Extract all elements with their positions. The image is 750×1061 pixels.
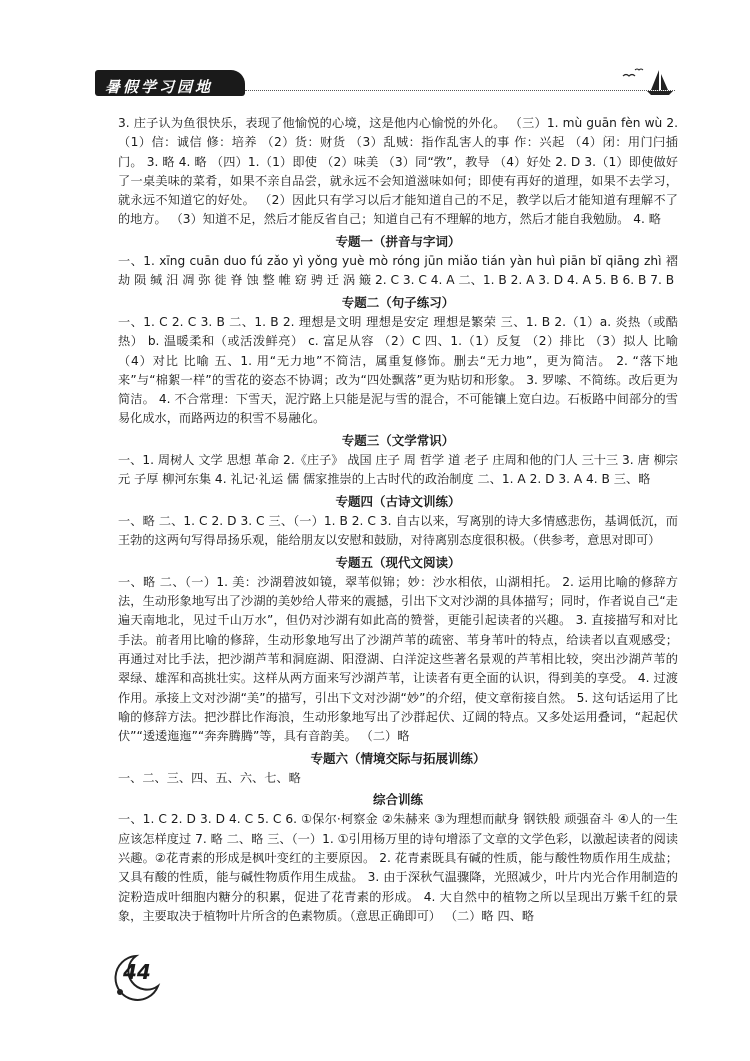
section-heading: 专题四（古诗文训练） bbox=[335, 493, 461, 509]
page-number: 44 bbox=[123, 960, 151, 984]
answer-paragraph: 一、略 二、1. C 2. D 3. C 三、（一）1. B 2. C 3. 自古以来，写离别的诗大多情感悲伤，基调低沉，而王勃的这两句写得昂扬乐观，能给朋友以安慰和鼓励，对待离别态度很积极。（供参考，意思对即可） bbox=[118, 513, 678, 548]
answer-paragraph: 一、1. xīng cuān duo fú zǎo yì yǒng yuè mò róng jūn miǎo tián yàn huì piān bǐ qiāng zhì 褶 劫 陨 缄 汨 凋 弥 徙 脊 蚀 整 帷 窈 骋 迁 涡 簸 2. C 3. C 4. A 二、1. B 2. A 3. D 4. A 5. B 6. B 7. B bbox=[118, 254, 678, 288]
section-heading: 专题二（句子练习） bbox=[341, 294, 455, 310]
answer-content bbox=[118, 114, 678, 926]
sailboat-icon bbox=[615, 66, 675, 98]
section-heading: 综合训练 bbox=[372, 792, 423, 808]
answer-paragraph: 一、1. 周树人 文学 思想 革命 2.《庄子》 战国 庄子 周 哲学 道 老子 庄周和他的门人 三十三 3. 唐 柳宗元 子厚 柳河东集 4. 礼记·礼运 儒 儒家推崇的上古时代的政治制度 二、1. A 2. D 3. A 4. B 三、略 bbox=[118, 453, 678, 487]
page-header bbox=[95, 66, 685, 106]
page-footer bbox=[106, 952, 166, 1002]
section-heading: 专题三（文学常识） bbox=[341, 432, 455, 448]
section-heading: 专题五（现代文阅读） bbox=[335, 554, 461, 570]
header-divider bbox=[245, 90, 675, 93]
header-title: 暑假学习园地 bbox=[105, 78, 214, 96]
answer-paragraph: 一、二、三、四、五、六、七、略 bbox=[118, 770, 301, 785]
answer-paragraph: 一、1. C 2. D 3. D 4. C 5. C 6. ①保尔·柯察金 ②朱赫来 ③为理想而献身 钢铁般 顽强奋斗 ④人的一生应该怎样度过 7. 略 二、略 三、（一）1. ①引用杨万里的诗句增添了文章的文学色彩，以激起读者的阅读兴趣。②花青素的形成是枫叶变红的主要原因。 2. 花青素既具有碱的性质，能与酸性物质作用生成盐；又具有酸的性质，能与碱性物质作用生成盐。 3. 由于深秋气温骤降，光照减少，叶片内光合作用制造的淀粉造成叶细胞内糖分的积累，促进了花青素的形成。 4. 大自然中的植物之所以呈现出万紫千红的景象，主要取决于植物叶片所含的色素物质。（意思正确即可） （二）略 四、略 bbox=[118, 812, 678, 923]
header-banner bbox=[95, 70, 245, 96]
answer-paragraph: 3. 庄子认为鱼很快乐，表现了他愉悦的心境，这是他内心愉悦的外化。 （三）1. mù guān fèn wù 2.（1）信：诚信 修：培养 （2）货：财货 （3）乱贼：指作乱害人的事 作：兴起 （4）闭：用门闩插门。 3. 略 4. 略 （四）1.（1）即使 （2）味美 （3）同“敩”，教导 （4）好处 2. D 3.（1）即使做好了一桌美味的菜肴，如果不亲自品尝，就永远不会知道滋味如何；即使有再好的道理，如果不去学习，就永远不知道它的好处。 （2）因此只有学习以后才能知道自己的不足，教学以后才能知道有理解不了的地方。 （3）知道不足，然后才能反省自己；知道自己有不理解的地方，然后才能自我勉励。 4. 略 bbox=[118, 116, 678, 227]
answer-paragraph: 一、1. C 2. C 3. B 二、1. B 2. 理想是文明 理想是安定 理想是繁荣 三、1. B 2.（1）a. 炎热（或酷热） b. 温暖柔和（或活泼鲜亮） c. 富足从容 （2）C 四、1.（1）反复 （2）排比 （3）拟人 比喻 （4）对比 比喻 五、1. 用“无力地”不简洁，属重复修饰。删去“无力地”，更为简洁。 2. “落下地来”与“棉絮一样”的雪花的姿态不协调；改为“四处飘落”更为贴切和形象。 3. 罗嗦、不简练。改后更为简洁。 4. 不合常理：下雪天，泥泞路上只能是泥与雪的混合，不可能镶上宽白边。石板路中间部分的雪易化成水，而路两边的积雪不易融化。 bbox=[118, 314, 678, 426]
section-heading: 专题六（情境交际与拓展训练） bbox=[310, 750, 486, 766]
section-heading: 专题一（拼音与字词） bbox=[335, 233, 461, 249]
answer-paragraph: 一、略 二、（一）1. 美：沙湖碧波如镜，翠苇似锦；妙：沙水相依，山湖相托。 2. 运用比喻的修辞方法，生动形象地写出了沙湖的美妙给人带来的震撼，引出下文对沙湖的具体描写；同时，作者说自己“走遍天南地北，见过千山万水”，但仍对沙湖有如此高的赞誉，更能引起读者的兴趣。 3. 直接描写和对比手法。前者用比喻的修辞，生动形象地写出了沙湖芦苇的疏密、苇身苇叶的特点，给读者以直观感受；再通过对比手法，把沙湖芦苇和洞庭湖、阳澄湖、白洋淀这些著名景观的芦苇相比较，突出沙湖芦苇的翠绿、雄浑和高挑壮实。这样从两方面来写沙湖芦苇，让读者有更全面的认识，得到美的享受。 4. 过渡作用。承接上文对沙湖“美”的描写，引出下文对沙湖“妙”的介绍，使文章衔接自然。 5. 这句话运用了比喻的修辞方法。把沙群比作海浪，生动形象地写出了沙群起伏、辽阔的特点。又多处运用叠词，“起起伏伏”“逶逶迤迤”“奔奔腾腾”等，具有音韵美。 （二）略 bbox=[118, 574, 678, 744]
